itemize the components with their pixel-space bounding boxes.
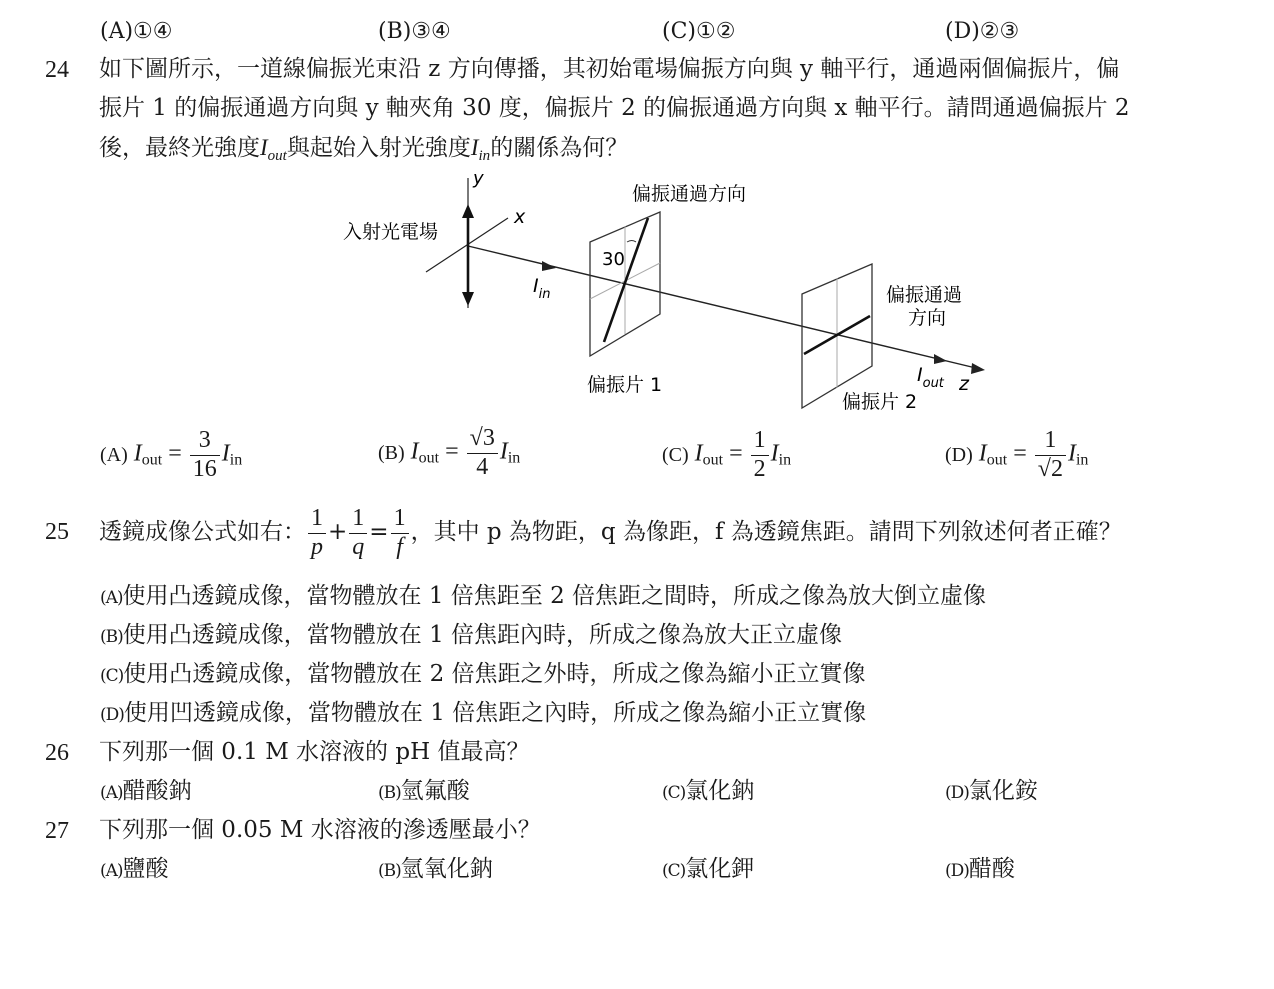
q23-option-a: (A)①④ [100,19,173,44]
q23-option-c: (C)①② [662,19,736,44]
q27-option-b: (B)氫氧化鈉 [378,856,493,882]
q26-option-b: (B)氫氟酸 [378,778,470,804]
incident-field-arrow-down [462,292,474,306]
y-axis-label: y [473,168,484,189]
incident-field-label: 入射光電場 [343,221,439,243]
q27-option-c: (C)氯化鉀 [662,856,755,882]
q27-option-d: (D)醋酸 [945,856,1015,882]
q24-option-b: (B) $I_{out}$ = $\frac{√3}{4}$ $I_{in}$ [378,425,521,480]
z-axis-label: z [959,373,969,395]
polarizer-diagram [330,168,1030,418]
angle-arc [627,241,636,243]
question-number: 25 [45,519,69,545]
pass-direction-label-1: 偏振通過方向 [632,183,747,205]
q26-option-a: (A)醋酸鈉 [100,778,192,804]
z-arrow-head [971,363,985,374]
pass-direction-label-2a: 偏振通過 [886,284,963,306]
q24-option-a: (A) $I_{out}$ = $\frac{3}{16}$ $I_{in}$ [100,427,243,482]
q25-option-c: (C)使用凸透鏡成像，當物體放在 2 倍焦距之外時，所成之像為縮小正立實像 [100,661,866,687]
polarizer-1-label: 偏振片 1 [587,374,663,396]
x-axis-label: x [514,206,526,228]
question-text: 振片 1 的偏振通過方向與 y 軸夾角 30 度，偏振片 2 的偏振通過方向與 x 軸平行。請問通過偏振片 2 [99,95,1130,121]
question-number: 27 [45,818,69,844]
q27-option-a: (A)鹽酸 [100,856,169,882]
q24-option-d: (D) $I_{out}$ = $\frac{1}{√2}$ $I_{in}$ [945,427,1089,482]
question-text: 如下圖所示，一道線偏振光束沿 z 方向傳播，其初始電場偏振方向與 y 軸平行，通過兩個偏振片，偏 [99,56,1120,82]
q24-option-c: (C) $I_{out}$ = $\frac{1}{2}$ $I_{in}$ [662,427,792,482]
polarizer-2-label: 偏振片 2 [842,391,918,413]
question-text: 下列那一個 0.1 M 水溶液的 pH 值最高？ [99,739,530,765]
q23-option-b: (B)③④ [378,19,451,44]
incident-field-arrow-up [462,204,474,218]
q25-option-a: (A)使用凸透鏡成像，當物體放在 1 倍焦距至 2 倍焦距之間時，所成之像為放大倒立虛像 [100,583,987,609]
iout-label: $I_{out}$ [917,364,944,391]
q23-option-d: (D)②③ [945,19,1020,44]
q25-option-d: (D)使用凹透鏡成像，當物體放在 1 倍焦距之內時，所成之像為縮小正立實像 [100,700,867,726]
q26-option-d: (D)氯化銨 [945,778,1038,804]
question-text: 下列那一個 0.05 M 水溶液的滲透壓最小？ [99,817,541,843]
angle-label: 30 [602,249,625,270]
question-number: 26 [45,740,69,766]
iout-arrow-head [934,354,947,364]
q25-option-b: (B)使用凸透鏡成像，當物體放在 1 倍焦距內時，所成之像為放大正立虛像 [100,622,843,648]
question-text: 透鏡成像公式如右： $\frac{1}{p}$ + $\frac{1}{q}$ = $\frac{1}{f}$ ，其中 p 為物距，q 為像距，f 為透鏡焦距。請問下列敘述何者正確？ [99,504,1122,560]
pass-direction-label-2b: 方向 [908,307,947,329]
question-number: 24 [45,57,69,83]
question-text: 後，最終光強度$I_{out}$與起始入射光強度$I_{in}$的關係為何？ [99,135,629,164]
q26-option-c: (C)氯化鈉 [662,778,755,804]
iin-label: $I_{in}$ [533,275,551,302]
